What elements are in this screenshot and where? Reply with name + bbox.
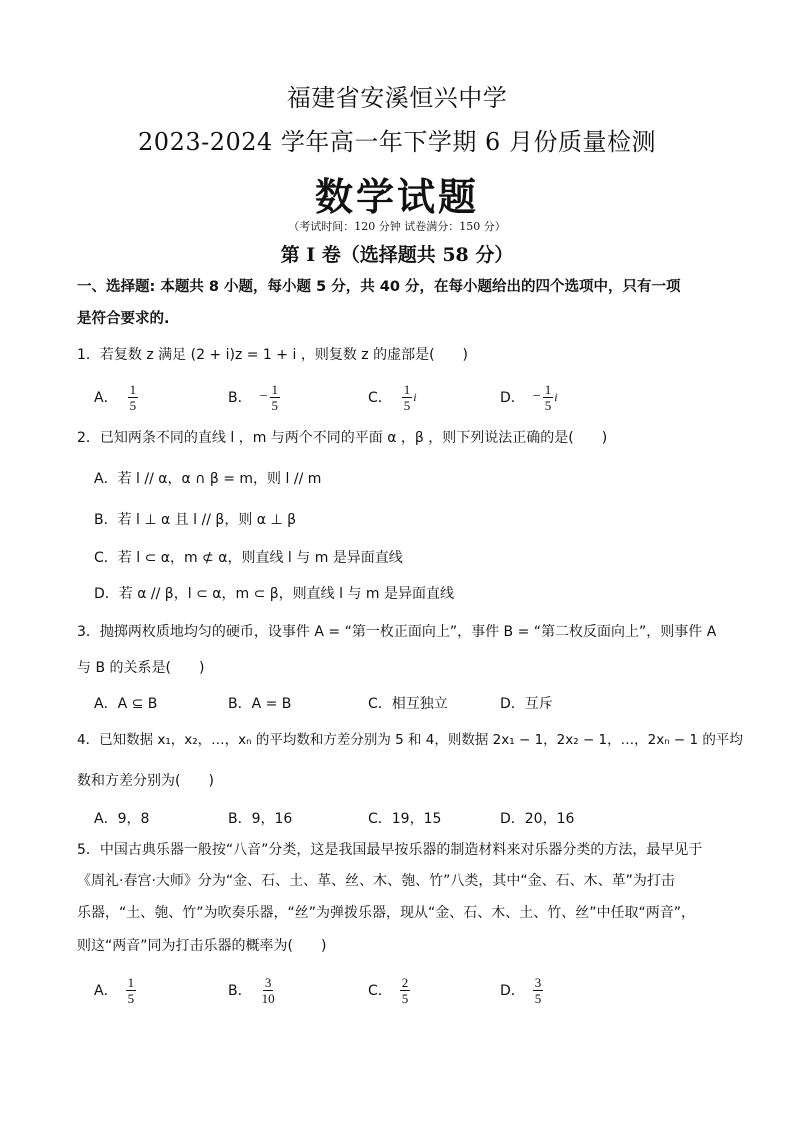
q4-stem-line1: 4．已知数据 x₁，x₂，…，xₙ 的平均数和方差分别为 5 和 4，则数据 2x₁ − 1，2x₂ − 1，…，2xₙ − 1 的平均 [77,732,743,748]
option-sign: − [259,389,268,404]
q5-stem-line1: 5．中国古典乐器一般按“八音”分类，这是我国最早按乐器的制造材料来对乐器分类的方法，最早见于 [77,842,703,858]
option-letter: B． [228,983,252,999]
q4-option-c: C．19，15 [368,811,442,827]
exam-term: 2023-2024 学年高一年下学期 6 月份质量检测 [138,128,656,156]
option-letter: C． [368,983,392,999]
q5-option-b [228,970,277,1010]
q3-option-d: D．互斥 [500,696,553,712]
denominator: 5 [401,990,409,1006]
numerator: 1 [127,974,135,990]
denominator: 5 [534,990,542,1006]
q5-option-a [94,970,136,1010]
numerator: 1 [403,381,411,397]
q3-stem-line2: 与 B 的关系是( ) [77,660,205,676]
numerator: 1 [271,381,279,397]
denominator: 5 [544,397,552,413]
denominator: 5 [129,397,137,413]
q4-option-b: B．9，16 [228,811,293,827]
fraction [126,975,137,1006]
imaginary-unit: i [413,389,417,404]
denominator: 5 [403,397,411,413]
q2-option-c: C．若 l ⊂ α，m ⊄ α，则直线 l 与 m 是异面直线 [94,550,403,566]
fraction [128,382,139,413]
q1-option-d [500,377,558,417]
q1-option-a [94,377,139,417]
q1-stem: 1．若复数 z 满足 (2 + i)z = 1 + i ，则复数 z 的虚部是( ) [77,347,468,363]
q5-option-d [500,970,543,1010]
denominator: 5 [127,990,135,1006]
school-name: 福建省安溪恒兴中学 [286,84,508,112]
numerator: 1 [129,381,137,397]
option-letter: D． [500,983,525,999]
q2-option-a: A．若 l // α，α ∩ β = m，则 l // m [94,471,322,487]
section-title: 第 I 卷（选择题共 58 分） [280,244,514,266]
q3-option-a: A．A ⊆ B [94,696,158,712]
option-sign: − [532,389,541,404]
fraction [260,975,277,1006]
q3-stem-line1: 3．抛掷两枚质地均匀的硬币，设事件 A = “第一枚正面向上”，事件 B = “第二枚反面向上”，则事件 A [77,624,717,640]
q3-option-b: B．A = B [228,696,292,712]
fraction [543,382,554,413]
q1-option-c [368,377,417,417]
denominator: 5 [271,397,279,413]
numerator: 1 [544,381,552,397]
subject-title: 数学试题 [314,174,479,219]
q2-option-d: D．若 α // β，l ⊂ α，m ⊂ β，则直线 l 与 m 是异面直线 [94,586,455,602]
q4-option-a: A．9，8 [94,811,150,827]
numerator: 3 [264,974,272,990]
q3-option-c: C．相互独立 [368,696,448,712]
fraction [402,382,413,413]
imaginary-unit: i [554,389,558,404]
q5-stem-line3: 乐器，“土、匏、竹”为吹奏乐器，“丝”为弹拨乐器，现从“金、石、木、土、竹、丝”中任取“两音”， [77,905,696,921]
option-letter: D． [500,390,525,406]
q1-option-b [228,377,281,417]
q2-stem: 2．已知两条不同的直线 l ，m 与两个不同的平面 α ，β ，则下列说法正确的是( ) [77,430,608,446]
part1-instructions-line2: 是符合要求的. [77,311,170,327]
option-letter: B． [228,390,252,406]
fraction [270,382,281,413]
q4-options [94,808,714,828]
q2-option-b: B．若 l ⊥ α 且 l // β，则 α ⊥ β [94,512,297,528]
q4-option-d: D．20，16 [500,811,575,827]
fraction [400,975,411,1006]
denominator: 10 [261,990,275,1006]
fraction [533,975,544,1006]
numerator: 2 [401,974,409,990]
q5-stem-line4: 则这“两音”同为打击乐器的概率为( ) [77,938,327,954]
q5-stem-line2: 《周礼·春宫·大师》分为“金、石、土、革、丝、木、匏、竹”八类，其中“金、石、木、革”为打击 [77,873,675,889]
numerator: 3 [534,974,542,990]
q5-options [94,970,714,1010]
q1-options [94,377,714,417]
q4-stem-line2: 数和方差分别为( ) [77,773,214,789]
option-letter: A． [94,390,118,406]
option-letter: C． [368,390,392,406]
option-letter: A． [94,983,118,999]
part1-instructions-line1: 一、选择题: 本题共 8 小题，每小题 5 分，共 40 分，在每小题给出的四个选项中，只有一项 [77,279,681,295]
q5-option-c [368,970,410,1010]
exam-info: （考试时间：120 分钟 试卷满分：150 分） [288,220,506,233]
q3-options [94,693,714,713]
